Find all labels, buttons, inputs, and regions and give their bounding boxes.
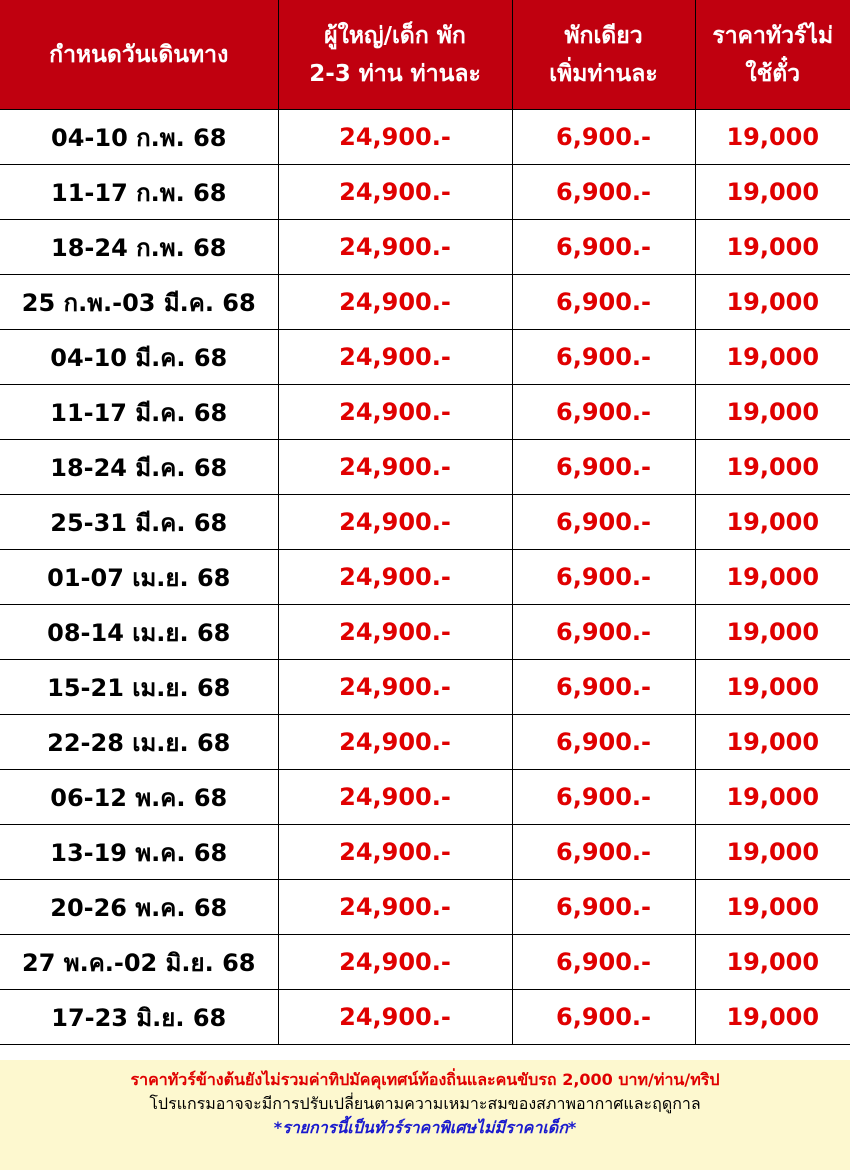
- no-ticket-price-cell: 19,000: [695, 440, 850, 495]
- header-date: [0, 0, 278, 110]
- no-ticket-price-cell: 19,000: [695, 660, 850, 715]
- table-row: [0, 495, 850, 550]
- table-row: [0, 660, 850, 715]
- no-ticket-price-cell: 19,000: [695, 495, 850, 550]
- table-row: [0, 990, 850, 1045]
- travel-date-cell: 25-31 มี.ค. 68: [0, 495, 278, 550]
- adult-price-cell: 24,900.-: [278, 495, 512, 550]
- table-row: [0, 275, 850, 330]
- adult-price-cell: 24,900.-: [278, 165, 512, 220]
- single-supplement-cell: 6,900.-: [512, 825, 695, 880]
- single-supplement-cell: 6,900.-: [512, 715, 695, 770]
- no-ticket-price-cell: 19,000: [695, 825, 850, 880]
- adult-price-cell: 24,900.-: [278, 880, 512, 935]
- header-no-ticket-price: [695, 0, 850, 110]
- travel-date-cell: 08-14 เม.ย. 68: [0, 605, 278, 660]
- header-single-line2: เพิ่มท่านละ: [549, 60, 658, 87]
- single-supplement-cell: 6,900.-: [512, 605, 695, 660]
- no-ticket-price-cell: 19,000: [695, 715, 850, 770]
- no-ticket-price-cell: 19,000: [695, 220, 850, 275]
- adult-price-cell: 24,900.-: [278, 770, 512, 825]
- header-noticket-line2: ใช้ตั๋ว: [745, 60, 801, 87]
- travel-date-cell: 01-07 เม.ย. 68: [0, 550, 278, 605]
- travel-date-cell: 04-10 ก.พ. 68: [0, 110, 278, 165]
- single-supplement-cell: 6,900.-: [512, 880, 695, 935]
- header-adult-price: [278, 0, 512, 110]
- travel-date-cell: 22-28 เม.ย. 68: [0, 715, 278, 770]
- adult-price-cell: 24,900.-: [278, 275, 512, 330]
- no-ticket-price-cell: 19,000: [695, 110, 850, 165]
- adult-price-cell: 24,900.-: [278, 990, 512, 1045]
- travel-date-cell: 25 ก.พ.-03 มี.ค. 68: [0, 275, 278, 330]
- no-ticket-price-cell: 19,000: [695, 165, 850, 220]
- adult-price-cell: 24,900.-: [278, 385, 512, 440]
- table-body: [0, 110, 850, 1045]
- adult-price-cell: 24,900.-: [278, 330, 512, 385]
- no-ticket-price-cell: 19,000: [695, 990, 850, 1045]
- table-row: [0, 385, 850, 440]
- travel-date-cell: 06-12 พ.ค. 68: [0, 770, 278, 825]
- no-ticket-price-cell: 19,000: [695, 550, 850, 605]
- single-supplement-cell: 6,900.-: [512, 990, 695, 1045]
- adult-price-cell: 24,900.-: [278, 550, 512, 605]
- footer-tip-note: ราคาทัวร์ข้างต้นยังไม่รวมค่าทิปมัคคุเทศน์ท้องถิ่นและคนขับรถ 2,000 บาท/ท่าน/ทริป: [130, 1070, 720, 1089]
- adult-price-cell: 24,900.-: [278, 825, 512, 880]
- no-ticket-price-cell: 19,000: [695, 330, 850, 385]
- no-ticket-price-cell: 19,000: [695, 770, 850, 825]
- travel-date-cell: 04-10 มี.ค. 68: [0, 330, 278, 385]
- single-supplement-cell: 6,900.-: [512, 165, 695, 220]
- table-row: [0, 935, 850, 990]
- table-row: [0, 605, 850, 660]
- travel-date-cell: 20-26 พ.ค. 68: [0, 880, 278, 935]
- single-supplement-cell: 6,900.-: [512, 275, 695, 330]
- single-supplement-cell: 6,900.-: [512, 440, 695, 495]
- single-supplement-cell: 6,900.-: [512, 220, 695, 275]
- footer-notes: [0, 1060, 850, 1170]
- adult-price-cell: 24,900.-: [278, 220, 512, 275]
- adult-price-cell: 24,900.-: [278, 715, 512, 770]
- single-supplement-cell: 6,900.-: [512, 330, 695, 385]
- no-ticket-price-cell: 19,000: [695, 880, 850, 935]
- no-ticket-price-cell: 19,000: [695, 385, 850, 440]
- travel-date-cell: 18-24 ก.พ. 68: [0, 220, 278, 275]
- single-supplement-cell: 6,900.-: [512, 110, 695, 165]
- adult-price-cell: 24,900.-: [278, 440, 512, 495]
- travel-date-cell: 11-17 มี.ค. 68: [0, 385, 278, 440]
- table-row: [0, 330, 850, 385]
- single-supplement-cell: 6,900.-: [512, 935, 695, 990]
- travel-date-cell: 17-23 มิ.ย. 68: [0, 990, 278, 1045]
- header-single-supplement: [512, 0, 695, 110]
- adult-price-cell: 24,900.-: [278, 110, 512, 165]
- no-ticket-price-cell: 19,000: [695, 275, 850, 330]
- single-supplement-cell: 6,900.-: [512, 495, 695, 550]
- travel-date-cell: 11-17 ก.พ. 68: [0, 165, 278, 220]
- no-ticket-price-cell: 19,000: [695, 935, 850, 990]
- header-adult-line2: 2-3 ท่าน ท่านละ: [309, 60, 481, 87]
- no-ticket-price-cell: 19,000: [695, 605, 850, 660]
- single-supplement-cell: 6,900.-: [512, 385, 695, 440]
- table-row: [0, 220, 850, 275]
- travel-date-cell: 18-24 มี.ค. 68: [0, 440, 278, 495]
- table-row: [0, 880, 850, 935]
- adult-price-cell: 24,900.-: [278, 605, 512, 660]
- single-supplement-cell: 6,900.-: [512, 660, 695, 715]
- header-adult-line1: ผู้ใหญ่/เด็ก พัก: [324, 22, 466, 49]
- adult-price-cell: 24,900.-: [278, 660, 512, 715]
- travel-date-cell: 27 พ.ค.-02 มิ.ย. 68: [0, 935, 278, 990]
- footer-special-note: *รายการนี้เป็นทัวร์ราคาพิเศษไม่มีราคาเด็ก*: [273, 1118, 577, 1137]
- travel-date-cell: 15-21 เม.ย. 68: [0, 660, 278, 715]
- footer-program-note: โปรแกรมอาจจะมีการปรับเปลี่ยนตามความเหมาะสมของสภาพอากาศและฤดูกาล: [149, 1094, 701, 1113]
- table-row: [0, 770, 850, 825]
- header-row: [0, 0, 850, 110]
- adult-price-cell: 24,900.-: [278, 935, 512, 990]
- table-row: [0, 165, 850, 220]
- header-date-label: กำหนดวันเดินทาง: [49, 41, 229, 68]
- table-row: [0, 440, 850, 495]
- travel-date-cell: 13-19 พ.ค. 68: [0, 825, 278, 880]
- table-row: [0, 550, 850, 605]
- header-single-line1: พักเดียว: [564, 22, 643, 49]
- single-supplement-cell: 6,900.-: [512, 770, 695, 825]
- table-row: [0, 110, 850, 165]
- header-noticket-line1: ราคาทัวร์ไม่: [712, 22, 834, 49]
- table-row: [0, 715, 850, 770]
- table-row: [0, 825, 850, 880]
- single-supplement-cell: 6,900.-: [512, 550, 695, 605]
